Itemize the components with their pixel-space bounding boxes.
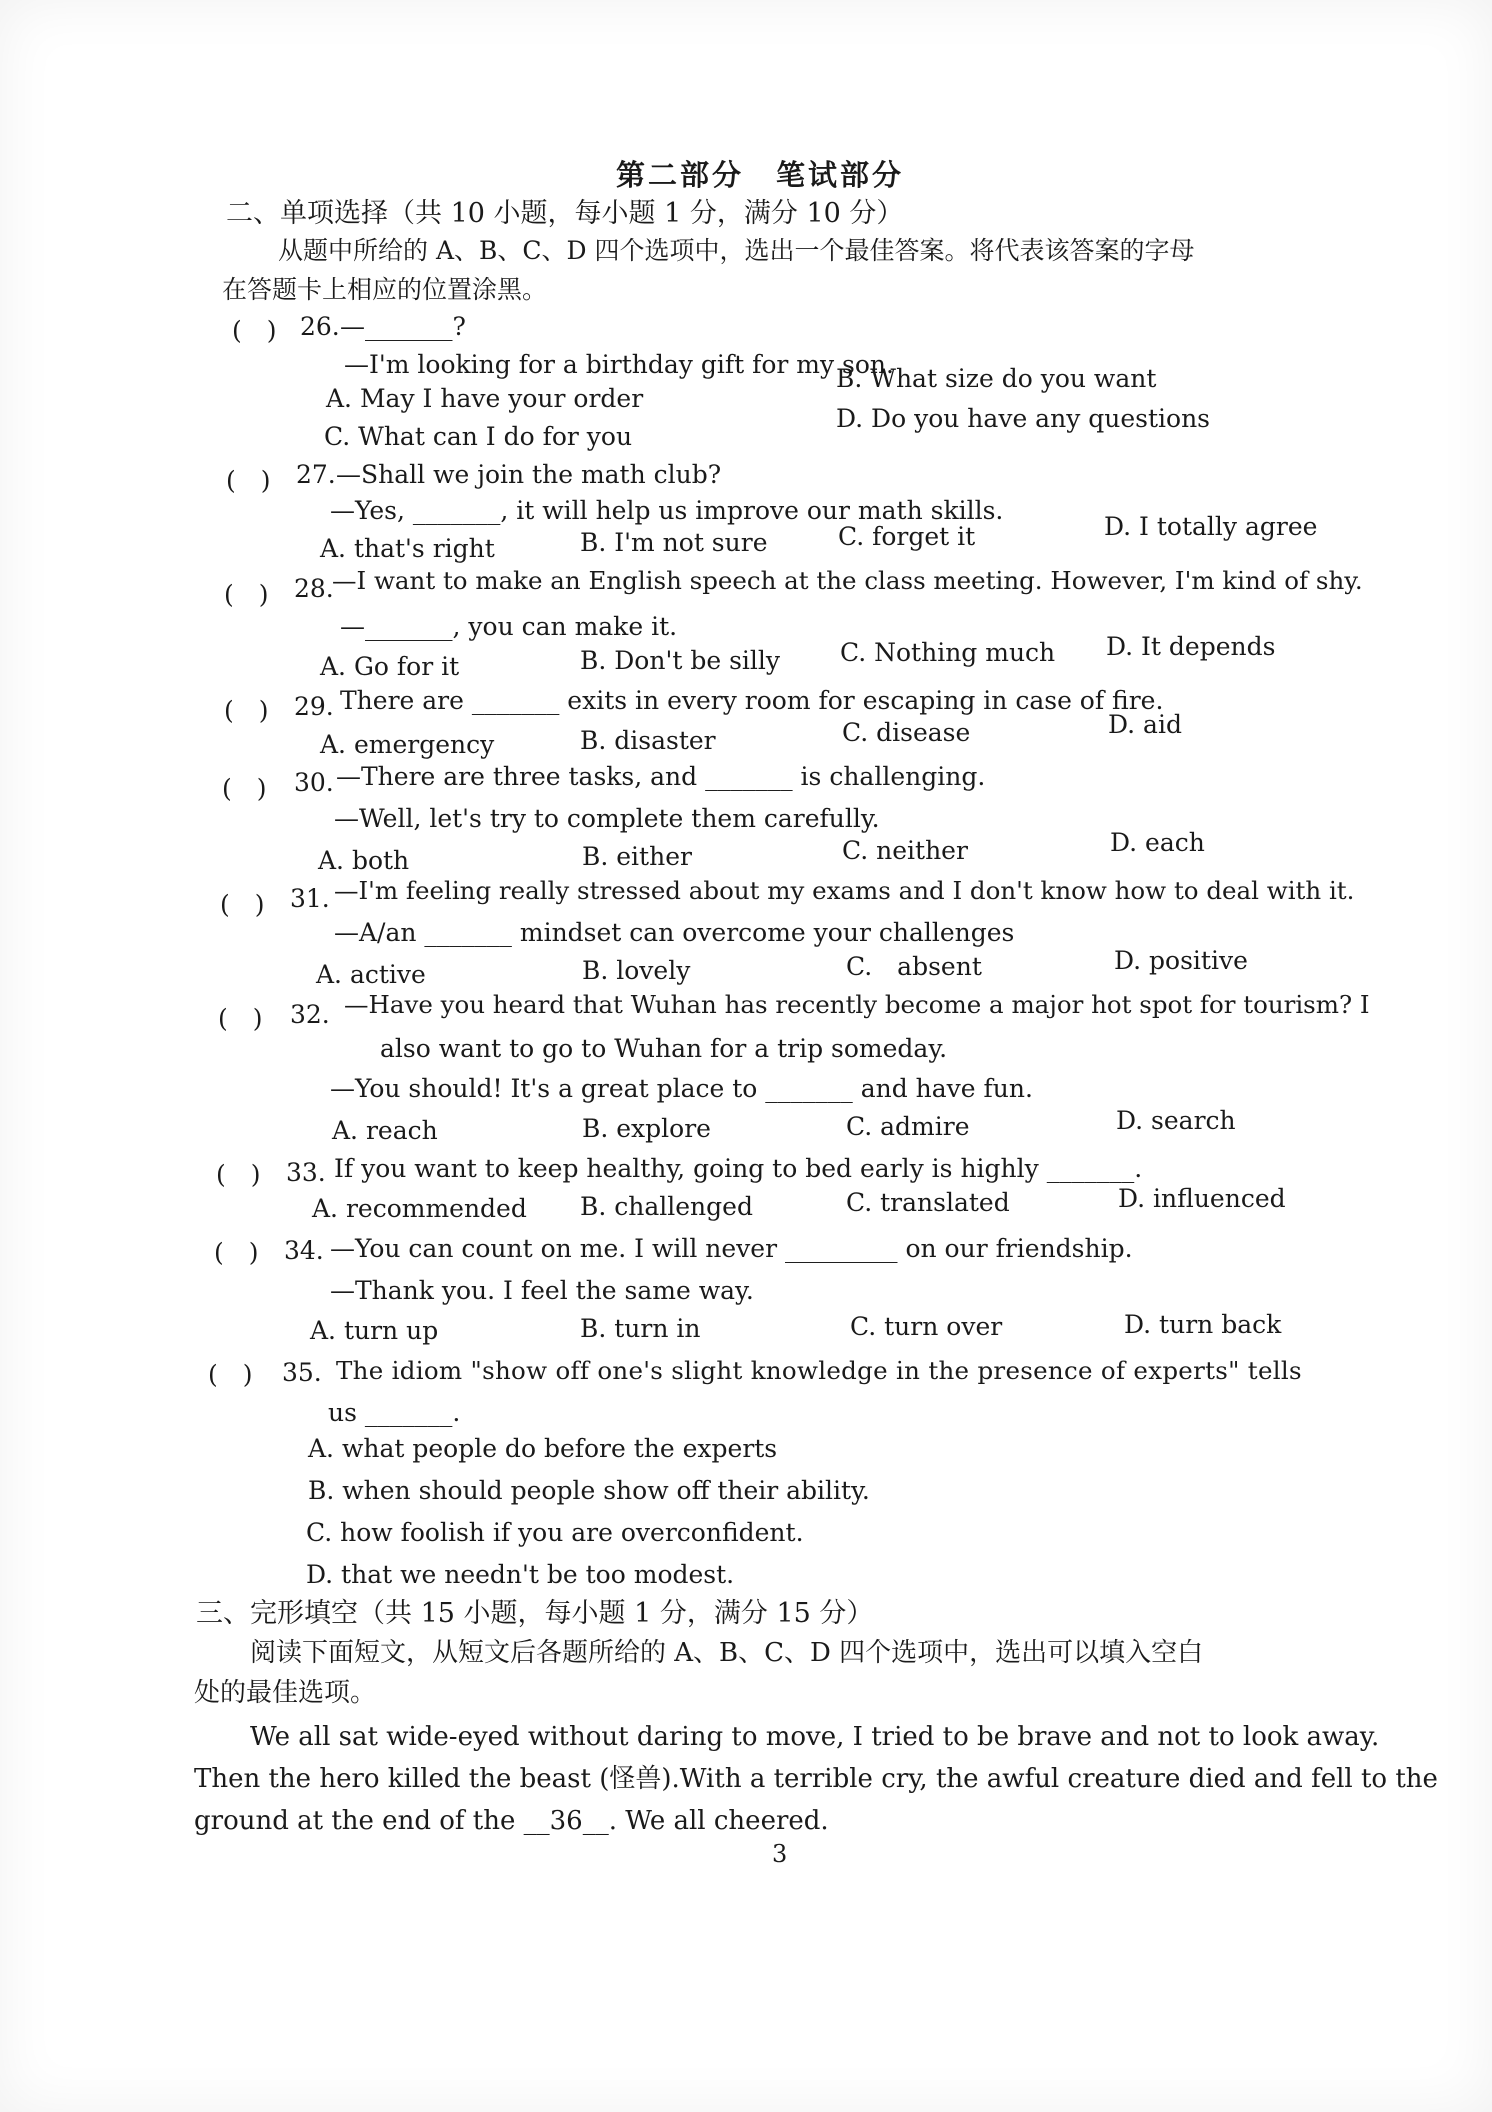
section-3-instruction-line-1: 阅读下面短文，从短文后各题所给的 A、B、C、D 四个选项中，选出可以填入空白 (250, 1638, 1204, 1668)
option-b[interactable]: B. either (582, 842, 692, 871)
answer-bracket[interactable]: ( ) (208, 1360, 253, 1389)
option-c[interactable]: C. translated (846, 1188, 1010, 1217)
option-a[interactable]: A. that's right (320, 534, 495, 563)
section-3-instruction-line-2: 处的最佳选项。 (194, 1678, 377, 1708)
question-number: 34. (284, 1236, 324, 1265)
question-reply: —A/an _______ mindset can overcome your challenges (334, 918, 1015, 947)
section-2-instruction-line-2: 在答题卡上相应的位置涂黑。 (222, 275, 548, 304)
page-title: 第二部分 笔试部分 (616, 158, 905, 192)
option-a[interactable]: A. emergency (320, 730, 495, 759)
question-stem: —Shall we join the math club? (336, 460, 722, 489)
question-reply: —You should! It's a great place to _______ and have fun. (330, 1074, 1033, 1103)
option-d[interactable]: D. influenced (1118, 1184, 1286, 1213)
question-reply: —Yes, _______, it will help us improve our math skills. (330, 496, 1004, 525)
option-d[interactable]: D. positive (1114, 946, 1248, 975)
question-number: 26. (300, 312, 340, 341)
option-c[interactable]: C. forget it (838, 522, 976, 551)
question-stem: The idiom "show off one's slight knowledge in the presence of experts" tells (336, 1356, 1302, 1385)
option-c[interactable]: C. Nothing much (840, 638, 1056, 667)
option-c[interactable]: C. admire (846, 1112, 970, 1141)
option-c[interactable]: C. What can I do for you (324, 422, 633, 451)
answer-bracket[interactable]: ( ) (216, 1160, 261, 1189)
option-d[interactable]: D. each (1110, 828, 1205, 857)
option-d[interactable]: D. It depends (1106, 632, 1276, 661)
option-a[interactable]: A. turn up (310, 1316, 439, 1345)
option-c[interactable]: C. turn over (850, 1312, 1003, 1341)
option-b[interactable]: B. challenged (580, 1192, 753, 1221)
question-number: 28. (294, 574, 334, 603)
question-reply: —Well, let's try to complete them carefully. (334, 804, 880, 833)
option-d[interactable]: D. Do you have any questions (836, 404, 1211, 433)
option-b[interactable]: B. disaster (580, 726, 716, 755)
question-number: 30. (294, 768, 334, 797)
option-a[interactable]: A. Go for it (320, 652, 460, 681)
option-a[interactable]: A. active (316, 960, 426, 989)
passage-line-3: ground at the end of the __36__. We all cheered. (194, 1806, 829, 1836)
option-d[interactable]: D. turn back (1124, 1310, 1282, 1339)
option-b[interactable]: B. when should people show off their ability. (308, 1476, 870, 1505)
option-c[interactable]: C. neither (842, 836, 968, 865)
option-d[interactable]: D. search (1116, 1106, 1236, 1135)
question-stem: —I want to make an English speech at the class meeting. However, I'm kind of shy. (332, 566, 1363, 595)
option-c[interactable]: C. how foolish if you are overconfident. (306, 1518, 804, 1547)
option-a[interactable]: A. May I have your order (326, 384, 644, 413)
option-c[interactable]: C. absent (846, 952, 982, 981)
section-2-heading: 二、单项选择（共 10 小题，每小题 1 分，满分 10 分） (226, 198, 904, 229)
option-c[interactable]: C. disease (842, 718, 971, 747)
question-stem: —I'm feeling really stressed about my exams and I don't know how to deal with it. (334, 876, 1355, 905)
question-number: 31. (290, 884, 330, 913)
page-number: 3 (772, 1840, 788, 1868)
option-b[interactable]: B. I'm not sure (580, 528, 768, 557)
answer-bracket[interactable]: ( ) (224, 580, 269, 609)
option-b[interactable]: B. lovely (582, 956, 691, 985)
answer-bracket[interactable]: ( ) (214, 1238, 259, 1267)
passage-line-1: We all sat wide-eyed without daring to move, I tried to be brave and not to look away. (250, 1722, 1380, 1752)
answer-bracket[interactable]: ( ) (224, 696, 269, 725)
question-stem-continued: also want to go to Wuhan for a trip someday. (380, 1034, 948, 1063)
option-b[interactable]: B. What size do you want (836, 364, 1157, 393)
question-stem: There are _______ exits in every room for escaping in case of fire. (340, 686, 1164, 715)
option-d[interactable]: D. I totally agree (1104, 512, 1318, 541)
section-3-heading: 三、完形填空（共 15 小题，每小题 1 分，满分 15 分） (196, 1598, 874, 1629)
section-2-instruction-line-1: 从题中所给的 A、B、C、D 四个选项中，选出一个最佳答案。将代表该答案的字母 (278, 236, 1195, 265)
question-stem: If you want to keep healthy, going to bed early is highly _______. (334, 1154, 1143, 1183)
question-stem: —_______? (340, 312, 466, 341)
answer-bracket[interactable]: ( ) (218, 1004, 263, 1033)
option-a[interactable]: A. what people do before the experts (308, 1434, 778, 1463)
question-reply: —_______, you can make it. (340, 612, 678, 641)
option-a[interactable]: A. reach (332, 1116, 438, 1145)
question-number: 29. (294, 692, 334, 721)
option-b[interactable]: B. Don't be silly (580, 646, 781, 675)
question-stem-continued: us _______. (328, 1398, 461, 1427)
question-stem: —There are three tasks, and _______ is challenging. (336, 762, 986, 791)
answer-bracket[interactable]: ( ) (222, 774, 267, 803)
option-b[interactable]: B. turn in (580, 1314, 701, 1343)
option-d[interactable]: D. that we needn't be too modest. (306, 1560, 735, 1589)
answer-bracket[interactable]: ( ) (220, 890, 265, 919)
option-d[interactable]: D. aid (1108, 710, 1182, 739)
question-reply: —I'm looking for a birthday gift for my son. (344, 350, 894, 379)
option-a[interactable]: A. recommended (312, 1194, 527, 1223)
question-number: 27. (296, 460, 336, 489)
question-number: 35. (282, 1358, 322, 1387)
answer-bracket[interactable]: ( ) (226, 466, 271, 495)
answer-bracket[interactable]: ( ) (232, 316, 277, 345)
option-a[interactable]: A. both (318, 846, 410, 875)
question-stem: —You can count on me. I will never _________ on our friendship. (330, 1234, 1133, 1263)
option-b[interactable]: B. explore (582, 1114, 711, 1143)
question-number: 32. (290, 1000, 330, 1029)
question-number: 33. (286, 1158, 326, 1187)
question-stem: —Have you heard that Wuhan has recently become a major hot spot for tourism? I (344, 990, 1370, 1019)
passage-line-2: Then the hero killed the beast (怪兽).With a terrible cry, the awful creature died and fell to the (194, 1764, 1438, 1794)
question-reply: —Thank you. I feel the same way. (330, 1276, 754, 1305)
